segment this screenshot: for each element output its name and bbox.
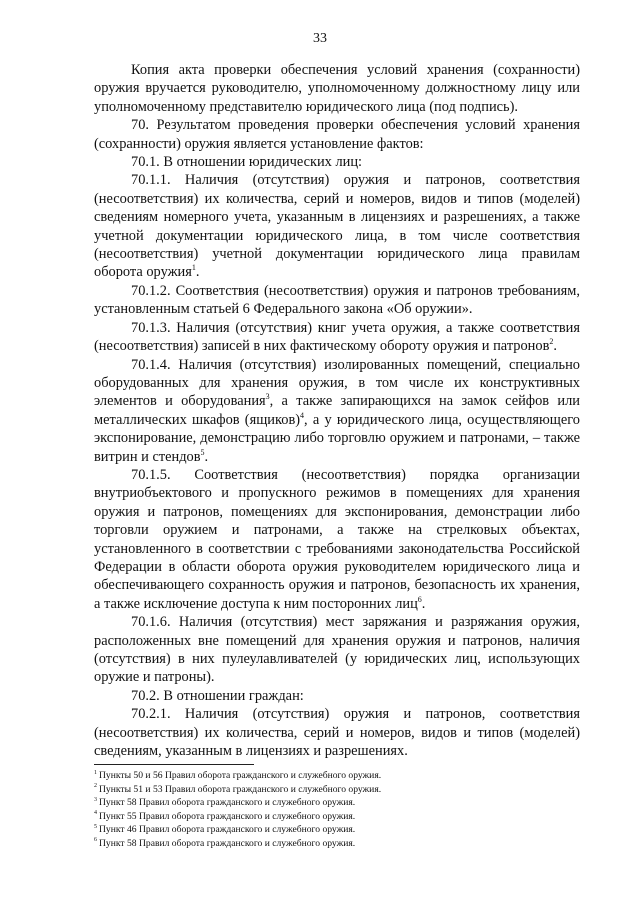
paragraph-70-1-6: 70.1.6. Наличия (отсутствия) мест заряжания и разряжания оружия, расположенных вне помещений для хранения оружия и патронов, наличия (отсутствия) в них пулеулавливателей (у юридических лиц, использующих оружие и патроны).: [94, 614, 580, 686]
footnote-4: $^4$ Пункт 55 Правил оборота гражданского и служебного оружия.: [94, 810, 356, 822]
body-text: [94, 61, 580, 760]
paragraph-70: 70. Результатом проведения проверки обеспечения условий хранения (сохранности) оружия является установление фактов:: [94, 117, 580, 152]
footnote-1: $^1$ Пункты 50 и 56 Правил оборота гражданского и служебного оружия.: [94, 769, 382, 781]
paragraph-70-2: 70.2. В отношении граждан:: [131, 687, 304, 704]
paragraph-70-2-1: 70.2.1. Наличия (отсутствия) оружия и патронов, соответствия (несоответствия) их количества, серий и номеров, видов и типов (моделей) сведениям, указанным в лицензиях и разрешениях.: [94, 706, 580, 760]
paragraph-70-1-1: 70.1.1. Наличия (отсутствия) оружия и патронов, соответствия (несоответствия) их количества, серий и номеров, видов и типов (моделей) сведениям номерного учета, указанным в лицензиях и разрешениях, а также учетной документации юридического лица, в том числе соответствия (несоответствия) учетной документации юридического лица правилам оборота оружия$^1$.: [94, 172, 580, 281]
page-number: 33: [313, 31, 327, 46]
footnote-ref-2: 2: [549, 337, 554, 347]
footnote-ref-1: 1: [191, 263, 196, 273]
footnotes: [94, 769, 580, 850]
footnote-ref-6: 6: [417, 594, 422, 604]
paragraph-70-1-2: 70.1.2. Соответствия (несоответствия) оружия и патронов требованиям, установленным статьей 6 Федерального закона «Об оружии».: [94, 282, 580, 318]
footnote-ref-4: 4: [300, 410, 305, 420]
footnote-2: $^2$ Пункты 51 и 53 Правил оборота гражданского и служебного оружия.: [94, 783, 382, 795]
footnote-6: $^6$ Пункт 58 Правил оборота гражданского и служебного оружия.: [94, 837, 356, 849]
footnote-5: $^5$ Пункт 46 Правил оборота гражданского и служебного оружия.: [94, 823, 356, 835]
paragraph-70-1-5: 70.1.5. Соответствия (несоответствия) порядка организации внутриобъектового и пропускного режимов в помещениях для хранения оружия и патронов, помещениях для экспонирования, демонстрации либо торговли оружием и патронами, а также на стрелковых объектах, установленного в соответствии с требованиями законодательства Российской Федерации в области оборота оружия руководителем юридического лица и обеспечивающего сохранность оружия и патронов, безопасность их хранения, а также исключение доступа к ним посторонних лиц$^6$.: [94, 466, 580, 612]
paragraph-70-1-4: 70.1.4. Наличия (отсутствия) изолированных помещений, специально оборудованных для хранения оружия, в том числе их конструктивных элементов и оборудования$^3$, а также запирающихся на замок сейфов или металлических шкафов (ящиков)$^4$, а у юридического лица, осуществляющего экспонирование, демонстрацию либо торговлю оружием и патронами, – также витрин и стендов$^5$.: [94, 356, 581, 465]
footnote-divider: [94, 764, 254, 765]
footnote-ref-5: 5: [200, 447, 205, 457]
paragraph-70-1-3: 70.1.3. Наличия (отсутствия) книг учета оружия, а также соответствия (несоответствия) записей в них фактическому обороту оружия и патронов$^2$.: [94, 319, 580, 355]
paragraph-copy-of-act: Копия акта проверки обеспечения условий хранения (сохранности) оружия вручается руководителю, уполномоченному должностному лицу или уполномоченному представителю юридического лица (под подпись).: [94, 62, 580, 115]
footnote-ref-3: 3: [265, 392, 270, 402]
footnote-3: $^3$ Пункт 58 Правил оборота гражданского и служебного оружия.: [94, 796, 356, 808]
paragraph-70-1: 70.1. В отношении юридических лиц:: [131, 154, 363, 171]
